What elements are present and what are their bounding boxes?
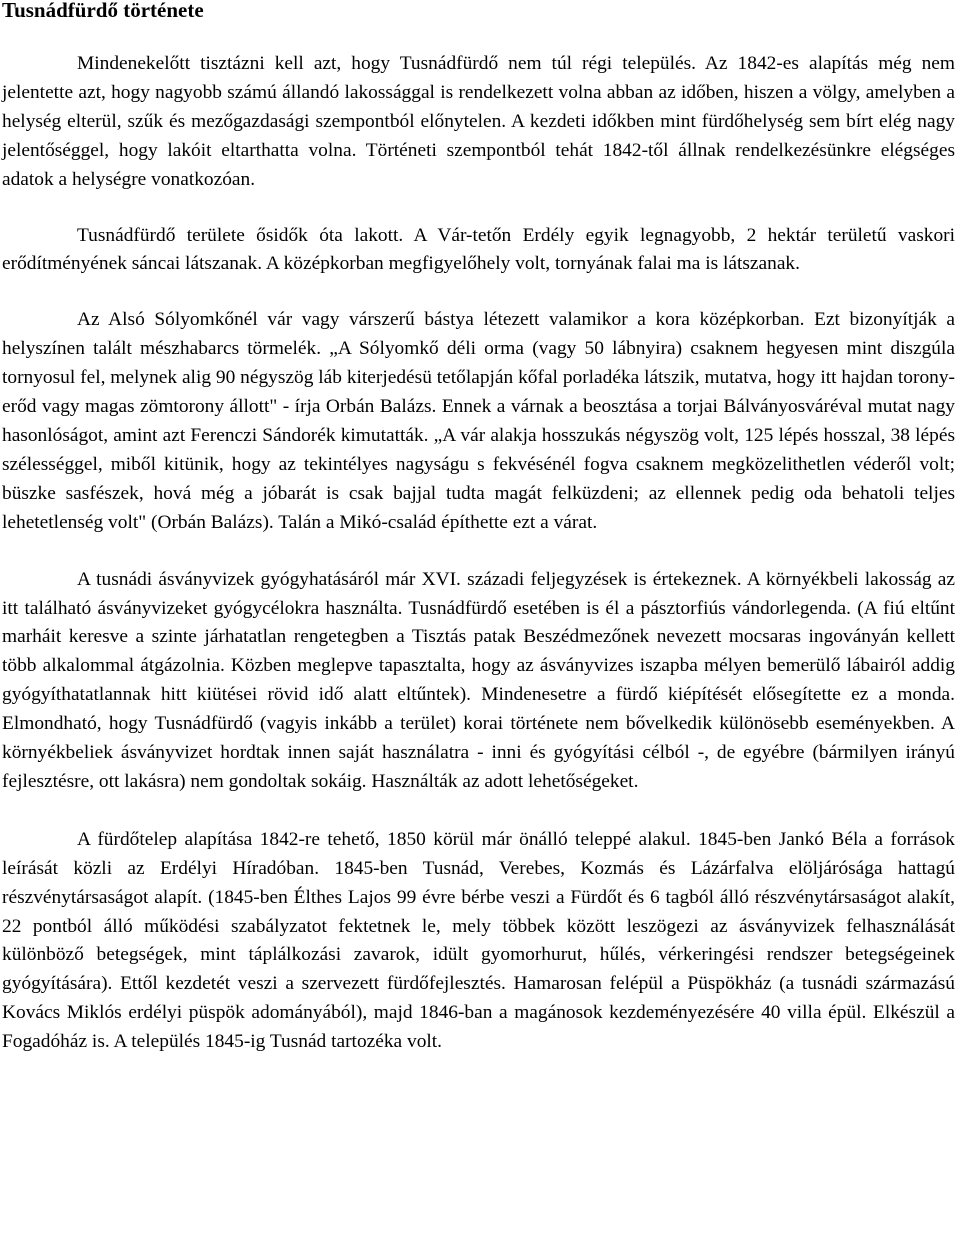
paragraph-spa-establishment: A fürdőtelep alapítása 1842-re tehető, 1850 körül már önálló teleppé alakul. 1845-ben Jankó Béla a források leírását közli az Erdélyi Híradóban. 1845-ben Tusnád, Verebes, Kozmás és Lázárfalva elöljárósága hattagú részvénytársaságot alapít. (1845-ben Élthes Lajos 99 évre bérbe veszi a Fürdőt és 6 tagból álló részvénytársaságot alakít, 22 pontból álló működési szabályzatot fektetnek le, mely többek között leszögezi az ásványvizek felhasználását különböző betegségek, mint táplálkozási zavarok, idült gyomorhurut, hűlés, vérkeringési rendszer betegségeinek gyógyítására). Ettől kezdetét veszi a szervezett fürdőfejlesztés. Hamarosan felépül a Püspökház (a tusnádi származású Kovács Miklós erdélyi püspök adományából), majd 1846-ban a magánosok kezdeményezésére 40 villa épül. Elkészül a Fogadóház is. A település 1845-ig Tusnád tartozéka volt. xyxy=(2,828,955,1053)
paragraph-solyomko-castle: Az Alsó Sólyomkőnél vár vagy várszerű bástya létezett valamikor a kora középkorban. Ezt bizonyítják a helyszínen talált mészhabarcs törmelék. „A Sólyomkő déli orma (vagy 50 lábnyira) csaknem hegyesen mint diszgúla tornyosul fel, melynek alig 90 négyszög láb kiterjedésü tetőlapján kőfal porladéka látszik, mutatva, hogy itt hajdan torony-erőd vagy magas zömtorony állott" - írja Orbán Balázs. Ennek a várnak a beosztása a torjai Bálványosváréval mutat nagy hasonlóságot, amint azt Ferenczi Sándorék kimutatták. „A vár alakja hosszukás négyszög volt, 125 lépés hosszal, 38 lépés szélességgel, miből kitünik, hogy az tekintélyes nagyságu s fekvésénél fogva csaknem megközelithetlen véderől volt; büszke sasfészek, hová még a jóbarát is csak bajjal tudta magát felküzdeni; az ellennek pedig oda behatoli teljes lehetetlenség volt" (Orbán Balázs). Talán a Mikó-család építhette ezt a várat. xyxy=(2,309,955,533)
paragraph-mineral-waters: A tusnádi ásványvizek gyógyhatásáról már XVI. századi feljegyzések is értekeznek. A környékbeli lakosság az itt található ásványvizeket gyógycélokra használta. Tusnádfürdő esetében is él a pásztorfiús vándorlegenda. (A fiú eltűnt marháit keresve a szinte járhatatlan rengetegben a Tisztás patak Beszédmezőnek nevezett mocsaras ingoványán kellett több alkalommal átgázolnia. Közben meglepve tapasztalta, hogy az ásványvizes iszapba mélyen bemerülő lábairól addig gyógyíthatatlannak hitt kiütései rövid idő alatt eltűntek). Mindenesetre a fürdő kiépítését elősegítette ez a monda. Elmondható, hogy Tusnádfürdő (vagyis inkább a terület) korai története nem bővelkedik különösebb eseményekben. A környékbeliek ásványvizet hordtak innen saját használatra - inni és gyógyítási célból -, de egyébre (bármilyen irányú fejlesztésre, ott lakásra) nem gondoltak sokáig. Használták az adott lehetőségeket. xyxy=(2,568,955,792)
paragraph-founding: Mindenekelőtt tisztázni kell azt, hogy Tusnádfürdő nem túl régi település. Az 1842-es alapítás még nem jelentette azt, hogy nagyobb számú állandó lakossággal is rendelkezett volna abban az időben, hiszen a völgy, amelyben a helység elterül, szűk és mezőgazdasági szempontból előnytelen. A kezdeti időkben mint fürdőhelység sem bírt elég nagy jelentőséggel, hogy lakóit eltarthatta volna. Történeti szempontból tehát 1842-től állnak rendelkezésünkre elégséges adatok a helységre vonatkozóan. xyxy=(2,53,955,190)
paragraph-ancient-settlement: Tusnádfürdő területe ősidők óta lakott. A Vár-tetőn Erdély egyik legnagyobb, 2 hektár területű vaskori erődítményének sáncai látszanak. A középkorban megfigyelőhely volt, tornyának falai ma is látszanak. xyxy=(2,224,955,275)
document-page xyxy=(2,0,955,1057)
page-title: Tusnádfürdő története xyxy=(2,0,204,22)
